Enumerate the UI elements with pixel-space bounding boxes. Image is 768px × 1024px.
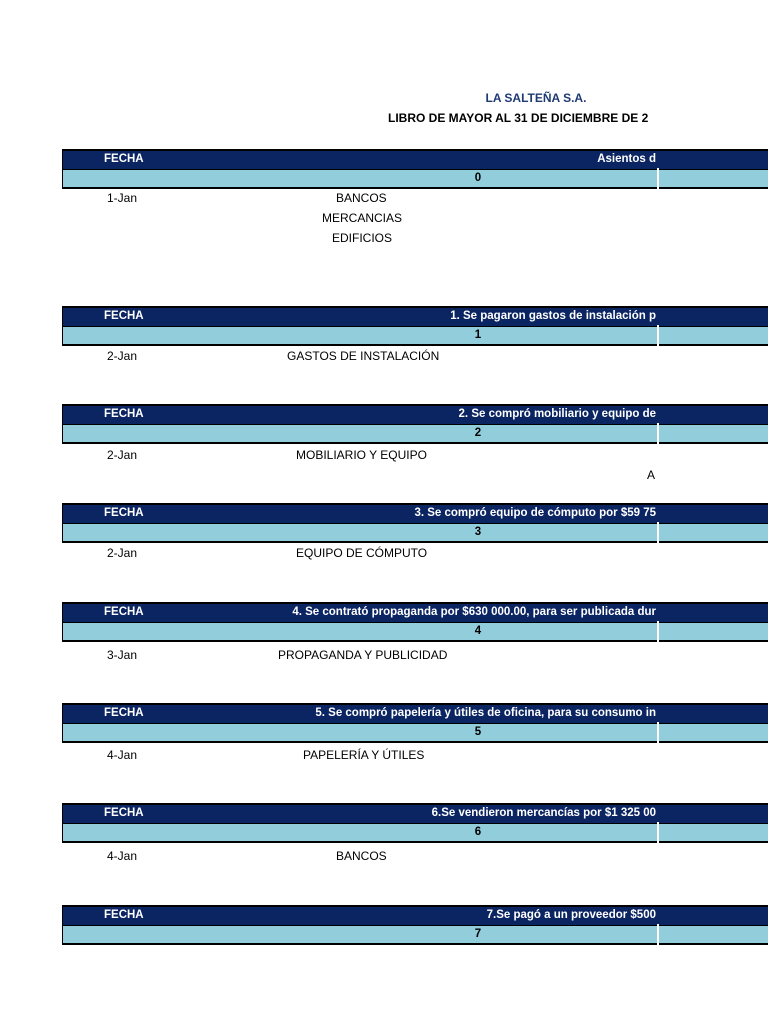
entry-date: 3-Jan [107, 648, 138, 662]
column-gap [657, 924, 659, 946]
entry-number-row [62, 723, 768, 743]
entry-date: 1-Jan [107, 191, 138, 205]
entry-date: 4-Jan [107, 849, 138, 863]
company-name: LA SALTEÑA S.A. [485, 91, 587, 105]
block-header [62, 503, 768, 523]
block-header [62, 803, 768, 823]
entry-description: 2. Se compró mobiliario y equipo de [458, 408, 656, 420]
entry-date: 2-Jan [107, 448, 138, 462]
ledger-block-3 [62, 503, 768, 543]
entry-number-row [62, 523, 768, 543]
fecha-header: FECHA [104, 807, 144, 819]
account-name: MERCANCIAS [322, 211, 403, 225]
entry-number-row [62, 326, 768, 346]
block-header [62, 703, 768, 723]
entry-description: 5. Se compró papelería y útiles de oficina, para su consumo in [315, 707, 656, 719]
block-header [62, 602, 768, 622]
entry-number: 5 [474, 726, 482, 738]
entry-number: 0 [474, 172, 482, 184]
account-name: BANCOS [336, 191, 387, 205]
entry-number: 2 [474, 427, 482, 439]
entry-number: 4 [474, 625, 482, 637]
entry-number-row [62, 169, 768, 189]
block-header [62, 905, 768, 925]
ledger-block-7 [62, 905, 768, 945]
entry-number-row [62, 823, 768, 843]
account-name: EDIFICIOS [332, 231, 393, 245]
ledger-title: LIBRO DE MAYOR AL 31 DE DICIEMBRE DE 2 [388, 111, 649, 125]
ledger-block-4 [62, 602, 768, 642]
entry-description: 7.Se pagó a un proveedor $500 [486, 909, 656, 921]
account-name: GASTOS DE INSTALACIÓN [287, 349, 440, 363]
entry-number: 6 [474, 826, 482, 838]
entry-number-row [62, 424, 768, 444]
ledger-block-5 [62, 703, 768, 743]
block-header [62, 149, 768, 169]
fecha-header: FECHA [104, 707, 144, 719]
fecha-header: FECHA [104, 153, 144, 165]
entry-date: 2-Jan [107, 546, 138, 560]
entry-date: 4-Jan [107, 748, 138, 762]
account-name: EQUIPO DE CÓMPUTO [296, 546, 428, 560]
entry-description: Asientos d [597, 153, 656, 165]
entry-number: 7 [474, 928, 482, 940]
column-gap [657, 722, 659, 744]
column-gap [657, 522, 659, 544]
column-gap [657, 423, 659, 445]
ledger-block-2 [62, 404, 768, 444]
entry-description: 1. Se pagaron gastos de instalación p [450, 310, 656, 322]
fecha-header: FECHA [104, 909, 144, 921]
fecha-header: FECHA [104, 310, 144, 322]
ledger-block-6 [62, 803, 768, 843]
account-name: PROPAGANDA Y PUBLICIDAD [278, 648, 448, 662]
column-gap [657, 325, 659, 347]
entry-number-row [62, 925, 768, 945]
column-gap [657, 168, 659, 190]
fecha-header: FECHA [104, 408, 144, 420]
entry-number: 1 [474, 329, 482, 341]
account-name: MOBILIARIO Y EQUIPO [296, 448, 427, 462]
account-name: BANCOS [336, 849, 387, 863]
entry-number: 3 [474, 526, 482, 538]
block-header [62, 306, 768, 326]
entry-description: 6.Se vendieron mercancías por $1 325 00 [431, 807, 656, 819]
column-gap [657, 621, 659, 643]
fecha-header: FECHA [104, 507, 144, 519]
entry-description: 4. Se contrató propaganda por $630 000.00, para ser publicada dur [292, 606, 656, 618]
column-gap [657, 822, 659, 844]
entry-description: 3. Se compró equipo de cómputo por $59 75 [414, 507, 656, 519]
account-name: A [647, 468, 656, 482]
entry-date: 2-Jan [107, 349, 138, 363]
ledger-block-0 [62, 149, 768, 189]
entry-number-row [62, 622, 768, 642]
fecha-header: FECHA [104, 606, 144, 618]
block-header [62, 404, 768, 424]
account-name: PAPELERÍA Y ÚTILES [303, 748, 425, 762]
ledger-block-1 [62, 306, 768, 346]
